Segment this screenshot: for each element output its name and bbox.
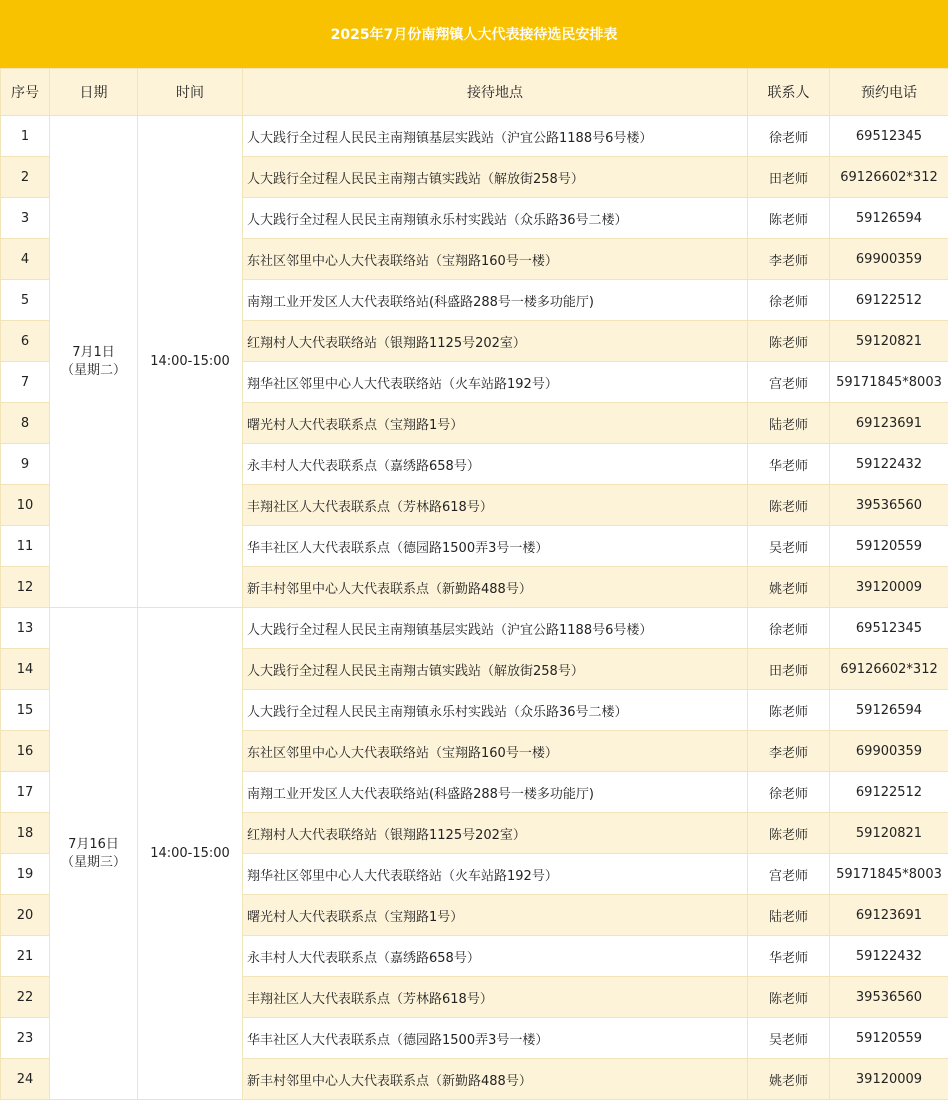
row-number: 8 <box>1 403 50 444</box>
phone-cell: 39120009 <box>830 567 948 608</box>
row-number: 5 <box>1 280 50 321</box>
location-cell: 新丰村邻里中心人大代表联系点（新勤路488号） <box>243 567 748 608</box>
phone-cell: 59120821 <box>830 321 948 362</box>
phone-cell: 69512345 <box>830 608 948 649</box>
contact-cell: 宫老师 <box>748 854 830 895</box>
phone-cell: 59171845*8003 <box>830 362 948 403</box>
phone-cell: 69512345 <box>830 116 948 157</box>
row-number: 2 <box>1 157 50 198</box>
contact-cell: 陈老师 <box>748 485 830 526</box>
title-bar <box>0 0 948 68</box>
date-cell <box>50 116 138 608</box>
row-number: 1 <box>1 116 50 157</box>
row-number: 7 <box>1 362 50 403</box>
location-cell: 翔华社区邻里中心人大代表联络站（火车站路192号） <box>243 854 748 895</box>
contact-cell: 陈老师 <box>748 813 830 854</box>
contact-cell: 华老师 <box>748 936 830 977</box>
row-number: 18 <box>1 813 50 854</box>
location-cell: 人大践行全过程人民民主南翔镇永乐村实践站（众乐路36号二楼） <box>243 198 748 239</box>
header-date: 日期 <box>50 69 138 116</box>
header-no: 序号 <box>1 69 50 116</box>
phone-cell: 59120559 <box>830 526 948 567</box>
phone-cell: 69900359 <box>830 239 948 280</box>
contact-cell: 吴老师 <box>748 526 830 567</box>
contact-cell: 徐老师 <box>748 280 830 321</box>
phone-cell: 59126594 <box>830 690 948 731</box>
phone-cell: 59122432 <box>830 936 948 977</box>
header-contact: 联系人 <box>748 69 830 116</box>
location-cell: 人大践行全过程人民民主南翔镇基层实践站（沪宜公路1188号6号楼） <box>243 116 748 157</box>
phone-cell: 39120009 <box>830 1059 948 1100</box>
table-row <box>1 608 948 649</box>
weekday-label: （星期三） <box>50 854 137 872</box>
contact-cell: 姚老师 <box>748 567 830 608</box>
header-phone: 预约电话 <box>830 69 948 116</box>
location-cell: 人大践行全过程人民民主南翔镇基层实践站（沪宜公路1188号6号楼） <box>243 608 748 649</box>
header-location: 接待地点 <box>243 69 748 116</box>
phone-cell: 59126594 <box>830 198 948 239</box>
phone-cell: 69126602*312 <box>830 649 948 690</box>
contact-cell: 李老师 <box>748 239 830 280</box>
contact-cell: 徐老师 <box>748 772 830 813</box>
phone-cell: 69122512 <box>830 772 948 813</box>
location-cell: 人大践行全过程人民民主南翔古镇实践站（解放街258号） <box>243 157 748 198</box>
location-cell: 永丰村人大代表联系点（嘉绣路658号） <box>243 444 748 485</box>
phone-cell: 59171845*8003 <box>830 854 948 895</box>
row-number: 11 <box>1 526 50 567</box>
contact-cell: 徐老师 <box>748 116 830 157</box>
location-cell: 曙光村人大代表联系点（宝翔路1号） <box>243 403 748 444</box>
location-cell: 丰翔社区人大代表联系点（芳林路618号） <box>243 485 748 526</box>
location-cell: 红翔村人大代表联络站（银翔路1125号202室） <box>243 321 748 362</box>
contact-cell: 华老师 <box>748 444 830 485</box>
time-cell: 14:00-15:00 <box>138 608 243 1100</box>
location-cell: 丰翔社区人大代表联系点（芳林路618号） <box>243 977 748 1018</box>
contact-cell: 李老师 <box>748 731 830 772</box>
phone-cell: 59122432 <box>830 444 948 485</box>
schedule-table <box>0 68 948 1100</box>
row-number: 23 <box>1 1018 50 1059</box>
contact-cell: 陈老师 <box>748 690 830 731</box>
location-cell: 华丰社区人大代表联系点（德园路1500弄3号一楼） <box>243 526 748 567</box>
location-cell: 人大践行全过程人民民主南翔镇永乐村实践站（众乐路36号二楼） <box>243 690 748 731</box>
location-cell: 南翔工业开发区人大代表联络站(科盛路288号一楼多功能厅) <box>243 280 748 321</box>
contact-cell: 陈老师 <box>748 321 830 362</box>
contact-cell: 陈老师 <box>748 198 830 239</box>
row-number: 22 <box>1 977 50 1018</box>
weekday-label: （星期二） <box>50 362 137 380</box>
row-number: 3 <box>1 198 50 239</box>
row-number: 9 <box>1 444 50 485</box>
row-number: 14 <box>1 649 50 690</box>
contact-cell: 吴老师 <box>748 1018 830 1059</box>
row-number: 15 <box>1 690 50 731</box>
contact-cell: 陈老师 <box>748 977 830 1018</box>
row-number: 20 <box>1 895 50 936</box>
row-number: 10 <box>1 485 50 526</box>
location-cell: 永丰村人大代表联系点（嘉绣路658号） <box>243 936 748 977</box>
location-cell: 曙光村人大代表联系点（宝翔路1号） <box>243 895 748 936</box>
phone-cell: 59120559 <box>830 1018 948 1059</box>
row-number: 4 <box>1 239 50 280</box>
row-number: 21 <box>1 936 50 977</box>
contact-cell: 田老师 <box>748 157 830 198</box>
phone-cell: 69900359 <box>830 731 948 772</box>
contact-cell: 陆老师 <box>748 403 830 444</box>
contact-cell: 姚老师 <box>748 1059 830 1100</box>
location-cell: 南翔工业开发区人大代表联络站(科盛路288号一楼多功能厅) <box>243 772 748 813</box>
table-row <box>1 116 948 157</box>
row-number: 6 <box>1 321 50 362</box>
date-label: 7月1日 <box>50 344 137 362</box>
row-number: 13 <box>1 608 50 649</box>
phone-cell: 39536560 <box>830 485 948 526</box>
contact-cell: 宫老师 <box>748 362 830 403</box>
phone-cell: 69123691 <box>830 403 948 444</box>
date-label: 7月16日 <box>50 836 137 854</box>
location-cell: 东社区邻里中心人大代表联络站（宝翔路160号一楼） <box>243 731 748 772</box>
phone-cell: 69123691 <box>830 895 948 936</box>
time-cell: 14:00-15:00 <box>138 116 243 608</box>
location-cell: 红翔村人大代表联络站（银翔路1125号202室） <box>243 813 748 854</box>
header-time: 时间 <box>138 69 243 116</box>
phone-cell: 39536560 <box>830 977 948 1018</box>
row-number: 16 <box>1 731 50 772</box>
location-cell: 华丰社区人大代表联系点（德园路1500弄3号一楼） <box>243 1018 748 1059</box>
page-title: 2025年7月份南翔镇人大代表接待选民安排表 <box>331 24 618 44</box>
table-body <box>1 116 948 1100</box>
location-cell: 新丰村邻里中心人大代表联系点（新勤路488号） <box>243 1059 748 1100</box>
phone-cell: 59120821 <box>830 813 948 854</box>
row-number: 24 <box>1 1059 50 1100</box>
contact-cell: 陆老师 <box>748 895 830 936</box>
row-number: 12 <box>1 567 50 608</box>
phone-cell: 69122512 <box>830 280 948 321</box>
location-cell: 人大践行全过程人民民主南翔古镇实践站（解放街258号） <box>243 649 748 690</box>
date-cell <box>50 608 138 1100</box>
contact-cell: 田老师 <box>748 649 830 690</box>
row-number: 19 <box>1 854 50 895</box>
location-cell: 翔华社区邻里中心人大代表联络站（火车站路192号） <box>243 362 748 403</box>
location-cell: 东社区邻里中心人大代表联络站（宝翔路160号一楼） <box>243 239 748 280</box>
header-row <box>1 69 948 116</box>
phone-cell: 69126602*312 <box>830 157 948 198</box>
row-number: 17 <box>1 772 50 813</box>
contact-cell: 徐老师 <box>748 608 830 649</box>
